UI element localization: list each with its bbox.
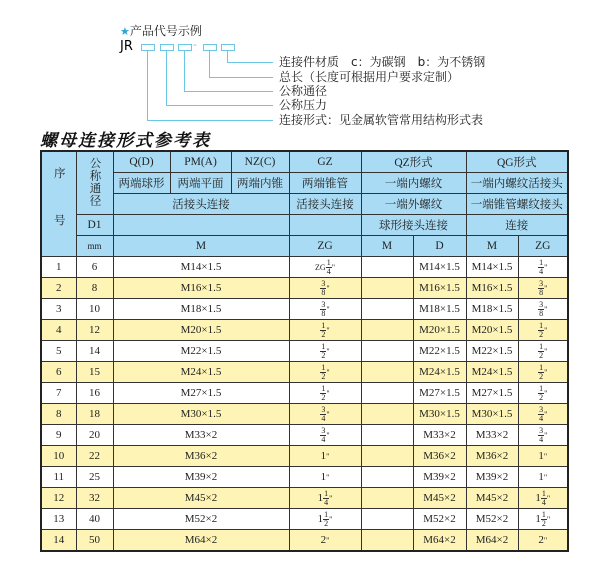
leader-line — [227, 62, 273, 63]
header-empty — [289, 215, 361, 236]
cell-m: M45×2 — [113, 488, 289, 509]
qg-zg-value — [535, 509, 551, 528]
leader-line — [184, 91, 273, 92]
header-qg-desc3: 连接 — [466, 215, 568, 236]
cell-qg-m: M14×1.5 — [466, 257, 518, 278]
denominator: 8 — [539, 308, 544, 318]
whole: 1 — [538, 450, 544, 462]
qg-zg-value — [538, 257, 548, 276]
prefix: ZG — [315, 262, 326, 272]
cell-dn: 10 — [76, 299, 113, 320]
cell-qg-zg — [518, 530, 568, 552]
qg-zg-value — [538, 341, 548, 360]
inch-mark: " — [544, 283, 548, 293]
table-row — [41, 488, 568, 509]
cell-dn: 14 — [76, 341, 113, 362]
cell-qz-d: M24×1.5 — [413, 362, 466, 383]
cell-m: M22×1.5 — [113, 341, 289, 362]
cell-qz-d: M64×2 — [413, 530, 466, 552]
cell-qg-m: M27×1.5 — [466, 383, 518, 404]
inch-mark: " — [329, 514, 333, 524]
cell-qg-zg — [518, 467, 568, 488]
code-box-diameter — [178, 44, 192, 51]
header-empty — [113, 215, 289, 236]
denominator: 4 — [539, 266, 544, 276]
header-union: 活接头连接 — [113, 194, 289, 215]
leader-line — [227, 51, 228, 62]
inch-mark: " — [544, 367, 548, 377]
denominator: 2 — [324, 518, 329, 528]
cell-qz-d: M52×2 — [413, 509, 466, 530]
denominator: 4 — [541, 497, 546, 507]
header-qz: QZ形式 — [361, 151, 466, 173]
whole: 2 — [538, 534, 544, 546]
denominator: 8 — [321, 308, 326, 318]
cell-zg — [289, 446, 361, 467]
cell-zg — [289, 383, 361, 404]
cell-m: M33×2 — [113, 425, 289, 446]
numerator: 1 — [539, 320, 544, 330]
cell-qz-d: M14×1.5 — [413, 257, 466, 278]
qg-zg-value — [538, 471, 547, 483]
cell-qz-d: M20×1.5 — [413, 320, 466, 341]
denominator: 2 — [539, 392, 544, 402]
zg-value — [317, 488, 333, 507]
cell-qg-zg — [518, 509, 568, 530]
cell-seq: 12 — [41, 488, 76, 509]
numerator: 1 — [321, 341, 326, 351]
inch-mark: " — [326, 430, 330, 440]
cell-seq: 10 — [41, 446, 76, 467]
numerator: 1 — [539, 383, 544, 393]
cell-dn: 15 — [76, 362, 113, 383]
numerator: 3 — [321, 278, 326, 288]
whole: 1 — [320, 471, 327, 483]
table-row — [41, 299, 568, 320]
cell-dn: 40 — [76, 509, 113, 530]
cell-qz-d: M36×2 — [413, 446, 466, 467]
cell-qz-d: M33×2 — [413, 425, 466, 446]
leader-line — [166, 105, 273, 106]
cell-m: M18×1.5 — [113, 299, 289, 320]
cell-qg-m: M52×2 — [466, 509, 518, 530]
header-zg: ZG — [289, 236, 361, 257]
cell-zg — [289, 278, 361, 299]
header-nzc-desc: 两端内锥 — [231, 173, 289, 194]
example-caption-text: 产品代号示例 — [129, 24, 202, 38]
leader-line — [209, 77, 273, 78]
table-body — [41, 257, 568, 552]
inch-mark: " — [326, 388, 330, 398]
inch-mark: " — [546, 514, 551, 524]
inch-mark: " — [326, 536, 330, 545]
denominator: 8 — [321, 287, 326, 297]
cell-qg-m: M18×1.5 — [466, 299, 518, 320]
cell-seq: 5 — [41, 341, 76, 362]
cell-zg — [289, 299, 361, 320]
cell-qg-zg — [518, 320, 568, 341]
header-qg-desc2: 一端锥管螺纹接头 — [466, 194, 568, 215]
code-prefix: JR — [120, 39, 133, 54]
header-qd-desc: 两端球形 — [113, 173, 170, 194]
cell-qz-m — [361, 446, 413, 467]
numerator: 1 — [541, 509, 546, 519]
code-dash: - — [193, 38, 197, 51]
star-icon: ★ — [120, 25, 130, 38]
header-qz-desc3: 球形接头连接 — [361, 215, 466, 236]
qg-zg-value — [538, 299, 548, 318]
header-seq: 序 号 — [41, 151, 76, 257]
qg-zg-value — [538, 534, 547, 546]
cell-m: M27×1.5 — [113, 383, 289, 404]
denominator: 2 — [321, 371, 326, 381]
denominator: 2 — [321, 392, 326, 402]
label-diameter: 公称通径 — [279, 84, 328, 98]
zg-value — [320, 278, 330, 297]
cell-qz-d: M45×2 — [413, 488, 466, 509]
header-pma: PM(A) — [170, 151, 231, 173]
cell-seq: 7 — [41, 383, 76, 404]
denominator: 2 — [321, 350, 326, 360]
whole: 1 — [538, 471, 544, 483]
denominator: 2 — [321, 329, 326, 339]
cell-zg — [289, 320, 361, 341]
numerator: 1 — [324, 509, 329, 519]
label-material: 连接件材质 c：为碳钢 b：为不锈钢 — [279, 55, 486, 69]
table-row — [41, 278, 568, 299]
cell-dn: 22 — [76, 446, 113, 467]
qg-zg-value — [535, 488, 551, 507]
inch-mark: " — [326, 346, 330, 356]
header-mm: mm — [76, 236, 113, 257]
cell-seq: 4 — [41, 320, 76, 341]
cell-qg-zg — [518, 383, 568, 404]
inch-mark: " — [326, 367, 330, 377]
zg-value — [321, 534, 330, 546]
inch-mark: " — [326, 304, 330, 314]
cell-zg — [289, 530, 361, 552]
qg-zg-value — [538, 320, 548, 339]
cell-qg-m: M20×1.5 — [466, 320, 518, 341]
table-row — [41, 425, 568, 446]
table-row — [41, 257, 568, 278]
denominator: 2 — [539, 350, 544, 360]
whole: 1 — [535, 512, 541, 525]
cell-m: M64×2 — [113, 530, 289, 552]
cell-m: M36×2 — [113, 446, 289, 467]
code-box-connection — [141, 44, 155, 51]
zg-value — [315, 257, 335, 276]
inch-mark: " — [326, 283, 330, 293]
cell-qg-m: M39×2 — [466, 467, 518, 488]
label-pressure: 公称压力 — [279, 98, 328, 112]
cell-seq: 9 — [41, 425, 76, 446]
zg-value — [320, 404, 330, 423]
cell-qz-m — [361, 530, 413, 552]
denominator: 4 — [326, 266, 331, 276]
cell-qz-m — [361, 341, 413, 362]
cell-dn: 12 — [76, 320, 113, 341]
cell-qz-d: M18×1.5 — [413, 299, 466, 320]
qg-zg-value — [538, 278, 548, 297]
inch-mark: " — [546, 493, 551, 503]
cell-seq: 6 — [41, 362, 76, 383]
cell-qz-m — [361, 257, 413, 278]
header-qz-d: D — [413, 236, 466, 257]
numerator: 1 — [326, 257, 331, 267]
cell-qz-m — [361, 278, 413, 299]
cell-m: M52×2 — [113, 509, 289, 530]
table-row — [41, 467, 568, 488]
cell-zg — [289, 404, 361, 425]
cell-qg-m: M45×2 — [466, 488, 518, 509]
cell-zg — [289, 425, 361, 446]
whole: 1 — [317, 491, 324, 504]
numerator: 3 — [321, 404, 326, 414]
header-gz-desc: 两端锥管 — [289, 173, 361, 194]
example-caption — [120, 20, 202, 39]
table-row — [41, 509, 568, 530]
table-title: 螺母连接形式参考表 — [40, 131, 211, 151]
leader-line — [184, 51, 185, 91]
zg-value — [320, 320, 330, 339]
header-qd: Q(D) — [113, 151, 170, 173]
cell-qg-zg — [518, 362, 568, 383]
code-box-length — [203, 44, 217, 51]
cell-m: M14×1.5 — [113, 257, 289, 278]
cell-qz-m — [361, 383, 413, 404]
inch-mark: " — [331, 262, 335, 272]
cell-qg-m: M16×1.5 — [466, 278, 518, 299]
header-gz: GZ — [289, 151, 361, 173]
zg-value — [320, 341, 330, 360]
cell-seq: 8 — [41, 404, 76, 425]
cell-qz-m — [361, 404, 413, 425]
cell-zg — [289, 257, 361, 278]
cell-dn: 6 — [76, 257, 113, 278]
header-dn: 公称通径 — [76, 151, 113, 215]
header-qz-desc1: 一端内螺纹 — [361, 173, 466, 194]
cell-qg-zg — [518, 425, 568, 446]
denominator: 8 — [539, 287, 544, 297]
cell-qz-d: M16×1.5 — [413, 278, 466, 299]
header-pma-desc: 两端平面 — [170, 173, 231, 194]
code-box-pressure — [160, 44, 174, 51]
header-qg: QG形式 — [466, 151, 568, 173]
table-row — [41, 530, 568, 552]
cell-dn: 20 — [76, 425, 113, 446]
cell-m: M30×1.5 — [113, 404, 289, 425]
cell-qz-m — [361, 362, 413, 383]
cell-dn: 18 — [76, 404, 113, 425]
cell-zg — [289, 362, 361, 383]
cell-qz-m — [361, 488, 413, 509]
cell-qz-m — [361, 509, 413, 530]
table-row — [41, 341, 568, 362]
zg-value — [320, 383, 330, 402]
numerator: 1 — [539, 257, 544, 267]
qg-zg-value — [538, 450, 547, 462]
table-row — [41, 383, 568, 404]
inch-mark: " — [544, 388, 548, 398]
cell-qz-d: M39×2 — [413, 467, 466, 488]
header-nzc: NZ(C) — [231, 151, 289, 173]
cell-qg-m: M30×1.5 — [466, 404, 518, 425]
table-row — [41, 446, 568, 467]
numerator: 1 — [321, 383, 326, 393]
denominator: 2 — [539, 329, 544, 339]
cell-zg — [289, 341, 361, 362]
cell-seq: 1 — [41, 257, 76, 278]
zg-value — [321, 450, 330, 462]
cell-m: M16×1.5 — [113, 278, 289, 299]
numerator: 3 — [539, 278, 544, 288]
leader-line — [209, 51, 210, 77]
cell-qz-d: M27×1.5 — [413, 383, 466, 404]
cell-qg-m: M64×2 — [466, 530, 518, 552]
cell-seq: 11 — [41, 467, 76, 488]
label-connection: 连接形式：见金属软管常用结构形式表 — [279, 113, 484, 127]
code-box-material — [221, 44, 235, 51]
inch-mark: " — [543, 536, 548, 545]
header-gz-union: 活接头连接 — [289, 194, 361, 215]
table-row — [41, 362, 568, 383]
cell-qz-m — [361, 467, 413, 488]
inch-mark: " — [544, 346, 548, 356]
zg-value — [320, 425, 330, 444]
inch-mark: " — [326, 452, 330, 461]
cell-qg-zg — [518, 299, 568, 320]
label-length: 总长（长度可根据用户要求定制） — [279, 70, 460, 84]
numerator: 3 — [539, 425, 544, 435]
numerator: 1 — [541, 488, 546, 498]
zg-value — [320, 299, 330, 318]
leader-line — [166, 51, 167, 105]
cell-qg-zg — [518, 488, 568, 509]
cell-dn: 50 — [76, 530, 113, 552]
inch-mark: " — [544, 304, 548, 314]
cell-qg-m: M33×2 — [466, 425, 518, 446]
denominator: 4 — [321, 413, 326, 423]
table-row — [41, 404, 568, 425]
numerator: 1 — [321, 320, 326, 330]
whole: 1 — [535, 491, 541, 504]
numerator: 1 — [321, 362, 326, 372]
cell-qz-d: M22×1.5 — [413, 341, 466, 362]
cell-dn: 32 — [76, 488, 113, 509]
cell-seq: 3 — [41, 299, 76, 320]
cell-seq: 2 — [41, 278, 76, 299]
denominator: 4 — [539, 434, 544, 444]
numerator: 3 — [321, 299, 326, 309]
numerator: 3 — [539, 299, 544, 309]
cell-qz-d: M30×1.5 — [413, 404, 466, 425]
cell-qg-m: M22×1.5 — [466, 341, 518, 362]
header-qg-m: M — [466, 236, 518, 257]
whole: 1 — [317, 512, 324, 525]
denominator: 4 — [321, 434, 326, 444]
zg-value — [317, 509, 333, 528]
numerator: 1 — [324, 488, 329, 498]
numerator: 1 — [539, 341, 544, 351]
cell-seq: 13 — [41, 509, 76, 530]
inch-mark: " — [543, 473, 548, 482]
denominator: 2 — [539, 371, 544, 381]
whole: 2 — [320, 534, 327, 546]
inch-mark: " — [543, 452, 548, 461]
header-qg-desc1: 一端内螺纹活接头 — [466, 173, 568, 194]
cell-qz-m — [361, 320, 413, 341]
leader-line — [147, 51, 148, 120]
inch-mark: " — [326, 473, 330, 482]
cell-m: M20×1.5 — [113, 320, 289, 341]
qg-zg-value — [538, 425, 548, 444]
header-m: M — [113, 236, 289, 257]
cell-dn: 25 — [76, 467, 113, 488]
cell-dn: 16 — [76, 383, 113, 404]
qg-zg-value — [538, 362, 548, 381]
inch-mark: " — [326, 325, 330, 335]
inch-mark: " — [329, 493, 333, 503]
header-qz-desc2: 一端外螺纹 — [361, 194, 466, 215]
numerator: 1 — [539, 362, 544, 372]
cell-qg-zg — [518, 446, 568, 467]
cell-qg-zg — [518, 404, 568, 425]
cell-dn: 8 — [76, 278, 113, 299]
cell-qg-m: M36×2 — [466, 446, 518, 467]
cell-qz-m — [361, 299, 413, 320]
cell-m: M39×2 — [113, 467, 289, 488]
header-qz-m: M — [361, 236, 413, 257]
denominator: 4 — [539, 413, 544, 423]
inch-mark: " — [544, 409, 548, 419]
cell-qz-m — [361, 425, 413, 446]
zg-value — [321, 471, 330, 483]
header-d1: D1 — [76, 215, 113, 236]
cell-qg-zg — [518, 257, 568, 278]
header-qg-zg: ZG — [518, 236, 568, 257]
leader-line — [147, 120, 273, 121]
table-row — [41, 320, 568, 341]
qg-zg-value — [538, 383, 548, 402]
inch-mark: " — [544, 430, 548, 440]
inch-mark: " — [544, 325, 548, 335]
cell-zg — [289, 509, 361, 530]
denominator: 4 — [324, 497, 329, 507]
numerator: 3 — [321, 425, 326, 435]
inch-mark: " — [544, 262, 548, 272]
cell-seq: 14 — [41, 530, 76, 552]
cell-zg — [289, 488, 361, 509]
cell-zg — [289, 467, 361, 488]
cell-qg-zg — [518, 341, 568, 362]
qg-zg-value — [538, 404, 548, 423]
nut-connection-table — [40, 150, 569, 552]
inch-mark: " — [326, 409, 330, 419]
cell-m: M24×1.5 — [113, 362, 289, 383]
numerator: 3 — [539, 404, 544, 414]
zg-value — [320, 362, 330, 381]
cell-qg-m: M24×1.5 — [466, 362, 518, 383]
cell-qg-zg — [518, 278, 568, 299]
denominator: 2 — [541, 518, 546, 528]
whole: 1 — [320, 450, 327, 462]
